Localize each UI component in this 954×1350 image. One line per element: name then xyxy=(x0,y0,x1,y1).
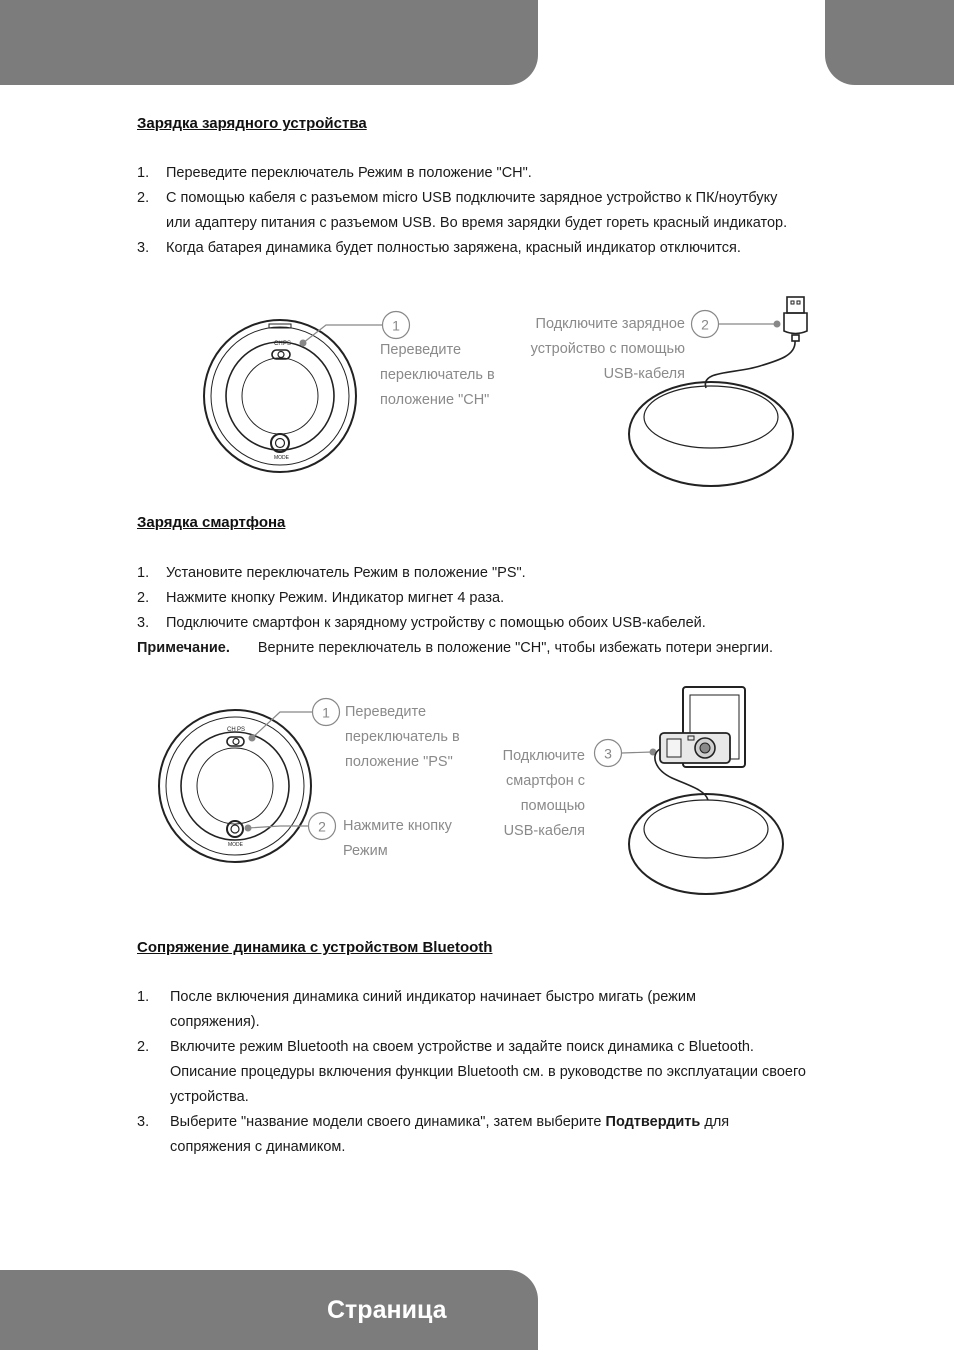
list-item: 3. Когда батарея динамика будет полностью заряжена, красный индикатор отключится. xyxy=(137,240,741,256)
smartphone-icon xyxy=(660,687,745,767)
switch-label-ps: PS xyxy=(283,341,292,347)
section-heading-bluetooth-pairing: Сопряжение динамика с устройством Bluetooth xyxy=(137,939,493,956)
list-item: 1. Установите переключатель Режим в положение "PS". xyxy=(137,565,526,581)
callout-3-text: Подключите смартфон с помощью USB-кабеля xyxy=(502,748,585,839)
charging-pad xyxy=(629,794,783,894)
list-item: 2. С помощью кабеля с разъемом micro USB подключите зарядное устройство к ПК/ноутбуку или адаптеру питания с разъемом USB. Во время зарядки будет гореть красный индикатор. xyxy=(137,190,788,231)
callout-1-text: Переведите переключатель в положение "СН" xyxy=(380,342,495,408)
confirm-emphasis: Подтвердить xyxy=(605,1114,701,1130)
list-item: 3. Подключите смартфон к зарядному устройству с помощью обоих USB-кабелей. xyxy=(137,615,706,631)
callout-3-leader xyxy=(622,749,657,756)
pairing-steps-list xyxy=(137,985,827,1160)
note-text: Верните переключатель в положение "СН", чтобы избежать потери энергии. xyxy=(257,640,773,656)
list-item: 2. Нажмите кнопку Режим. Индикатор мигнет 4 раза. xyxy=(137,590,505,606)
callout-1-text: Переведите переключатель в положение "PS" xyxy=(345,704,460,770)
section-heading-charging-charger: Зарядка зарядного устройства xyxy=(137,115,367,132)
callout-2-text: Нажмите кнопку Режим xyxy=(343,818,452,859)
list-item: 3. Выберите "название модели своего динамика", затем выберите Подтвердить для сопряжения с динамиком. xyxy=(137,1114,730,1155)
switch-label-ch: CH xyxy=(274,341,283,347)
callout-3-number: 3 xyxy=(604,745,612,762)
list-item: 2. Включите режим Bluetooth на своем устройстве и задайте поиск динамика с Bluetooth. Описание процедуры включения функции Bluetooth см. в руководстве по эксплуатации своего устройства. xyxy=(137,1039,806,1105)
note-label: Примечание. xyxy=(137,640,230,656)
mode-label: MODE xyxy=(274,455,289,461)
switch-label-ch: CH xyxy=(227,727,236,733)
footer-page-label: Страница xyxy=(327,1296,447,1324)
callout-2-number: 2 xyxy=(701,316,709,333)
callout-1-number: 1 xyxy=(322,704,330,721)
list-item: 1. Переведите переключатель Режим в положение "СН". xyxy=(137,165,532,181)
callout-1-number: 1 xyxy=(392,317,400,334)
section-heading-charging-smartphone: Зарядка смартфона xyxy=(137,514,286,531)
switch-label-ps: PS xyxy=(237,727,246,733)
mode-label: MODE xyxy=(228,842,243,848)
list-item: 1. После включения динамика синий индикатор начинает быстро мигать (режим сопряжения). xyxy=(137,989,696,1030)
callout-2-text: Подключите зарядное устройство с помощью USB-кабеля xyxy=(530,316,685,382)
callout-2-number: 2 xyxy=(318,818,326,835)
